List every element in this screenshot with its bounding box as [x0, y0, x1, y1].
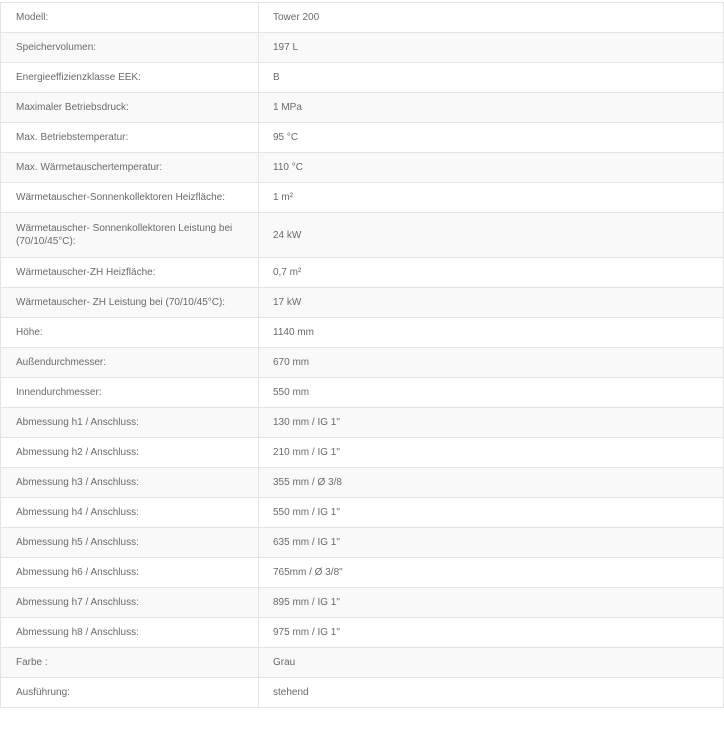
spec-label: Speichervolumen: [1, 33, 259, 63]
spec-row-zh-heizflaeche [1, 258, 724, 288]
spec-label: Maximaler Betriebsdruck: [1, 93, 259, 123]
spec-value: 355 mm / Ø 3/8 [259, 468, 724, 498]
spec-value: 895 mm / IG 1" [259, 588, 724, 618]
spec-label: Energieeffizienzklasse EEK: [1, 63, 259, 93]
spec-value: 130 mm / IG 1" [259, 408, 724, 438]
spec-row-farbe [1, 648, 724, 678]
spec-label: Innendurchmesser: [1, 378, 259, 408]
spec-value: stehend [259, 678, 724, 708]
spec-row-h4 [1, 498, 724, 528]
spec-row-hoehe [1, 318, 724, 348]
spec-row-h5 [1, 528, 724, 558]
spec-value: 24 kW [259, 213, 724, 258]
spec-value: Tower 200 [259, 3, 724, 33]
spec-value: 0,7 m² [259, 258, 724, 288]
spec-label: Abmessung h2 / Anschluss: [1, 438, 259, 468]
spec-label: Abmessung h5 / Anschluss: [1, 528, 259, 558]
spec-row-h6 [1, 558, 724, 588]
spec-label: Abmessung h3 / Anschluss: [1, 468, 259, 498]
spec-value: 550 mm / IG 1" [259, 498, 724, 528]
spec-label: Ausführung: [1, 678, 259, 708]
spec-row-h8 [1, 618, 724, 648]
spec-row-zh-leistung [1, 288, 724, 318]
spec-value: 95 °C [259, 123, 724, 153]
spec-value: Grau [259, 648, 724, 678]
spec-row-innendurchmesser [1, 378, 724, 408]
spec-value: 1140 mm [259, 318, 724, 348]
spec-value: 765mm / Ø 3/8" [259, 558, 724, 588]
spec-label: Modell: [1, 3, 259, 33]
spec-row-solar-leistung [1, 213, 724, 258]
spec-row-speichervolumen [1, 33, 724, 63]
spec-row-h2 [1, 438, 724, 468]
spec-row-waermetauschertemperatur [1, 153, 724, 183]
spec-label: Max. Betriebstemperatur: [1, 123, 259, 153]
spec-value: 17 kW [259, 288, 724, 318]
spec-label: Wärmetauscher- ZH Leistung bei (70/10/45°C): [1, 288, 259, 318]
spec-value: 197 L [259, 33, 724, 63]
spec-label: Abmessung h4 / Anschluss: [1, 498, 259, 528]
spec-label: Abmessung h6 / Anschluss: [1, 558, 259, 588]
spec-label: Abmessung h8 / Anschluss: [1, 618, 259, 648]
spec-value: B [259, 63, 724, 93]
spec-label: Außendurchmesser: [1, 348, 259, 378]
spec-label: Max. Wärmetauschertemperatur: [1, 153, 259, 183]
spec-row-aussendurchmesser [1, 348, 724, 378]
spec-row-h1 [1, 408, 724, 438]
spec-value: 1 MPa [259, 93, 724, 123]
spec-row-modell [1, 3, 724, 33]
spec-row-h3 [1, 468, 724, 498]
spec-row-betriebsdruck [1, 93, 724, 123]
spec-row-energieeffizienzklasse [1, 63, 724, 93]
spec-value: 1 m² [259, 183, 724, 213]
spec-value: 110 °C [259, 153, 724, 183]
spec-label: Farbe : [1, 648, 259, 678]
spec-label: Höhe: [1, 318, 259, 348]
spec-label: Wärmetauscher- Sonnenkollektoren Leistung bei (70/10/45°C): [1, 213, 259, 258]
spec-label: Abmessung h1 / Anschluss: [1, 408, 259, 438]
spec-row-h7 [1, 588, 724, 618]
spec-label: Wärmetauscher-Sonnenkollektoren Heizfläche: [1, 183, 259, 213]
spec-row-ausfuehrung [1, 678, 724, 708]
spec-label: Wärmetauscher-ZH Heizfläche: [1, 258, 259, 288]
spec-row-solar-heizflaeche [1, 183, 724, 213]
spec-value: 635 mm / IG 1" [259, 528, 724, 558]
spec-label: Abmessung h7 / Anschluss: [1, 588, 259, 618]
spec-value: 550 mm [259, 378, 724, 408]
spec-value: 975 mm / IG 1" [259, 618, 724, 648]
spec-value: 210 mm / IG 1" [259, 438, 724, 468]
spec-value: 670 mm [259, 348, 724, 378]
spec-table [0, 2, 724, 708]
spec-row-betriebstemperatur [1, 123, 724, 153]
